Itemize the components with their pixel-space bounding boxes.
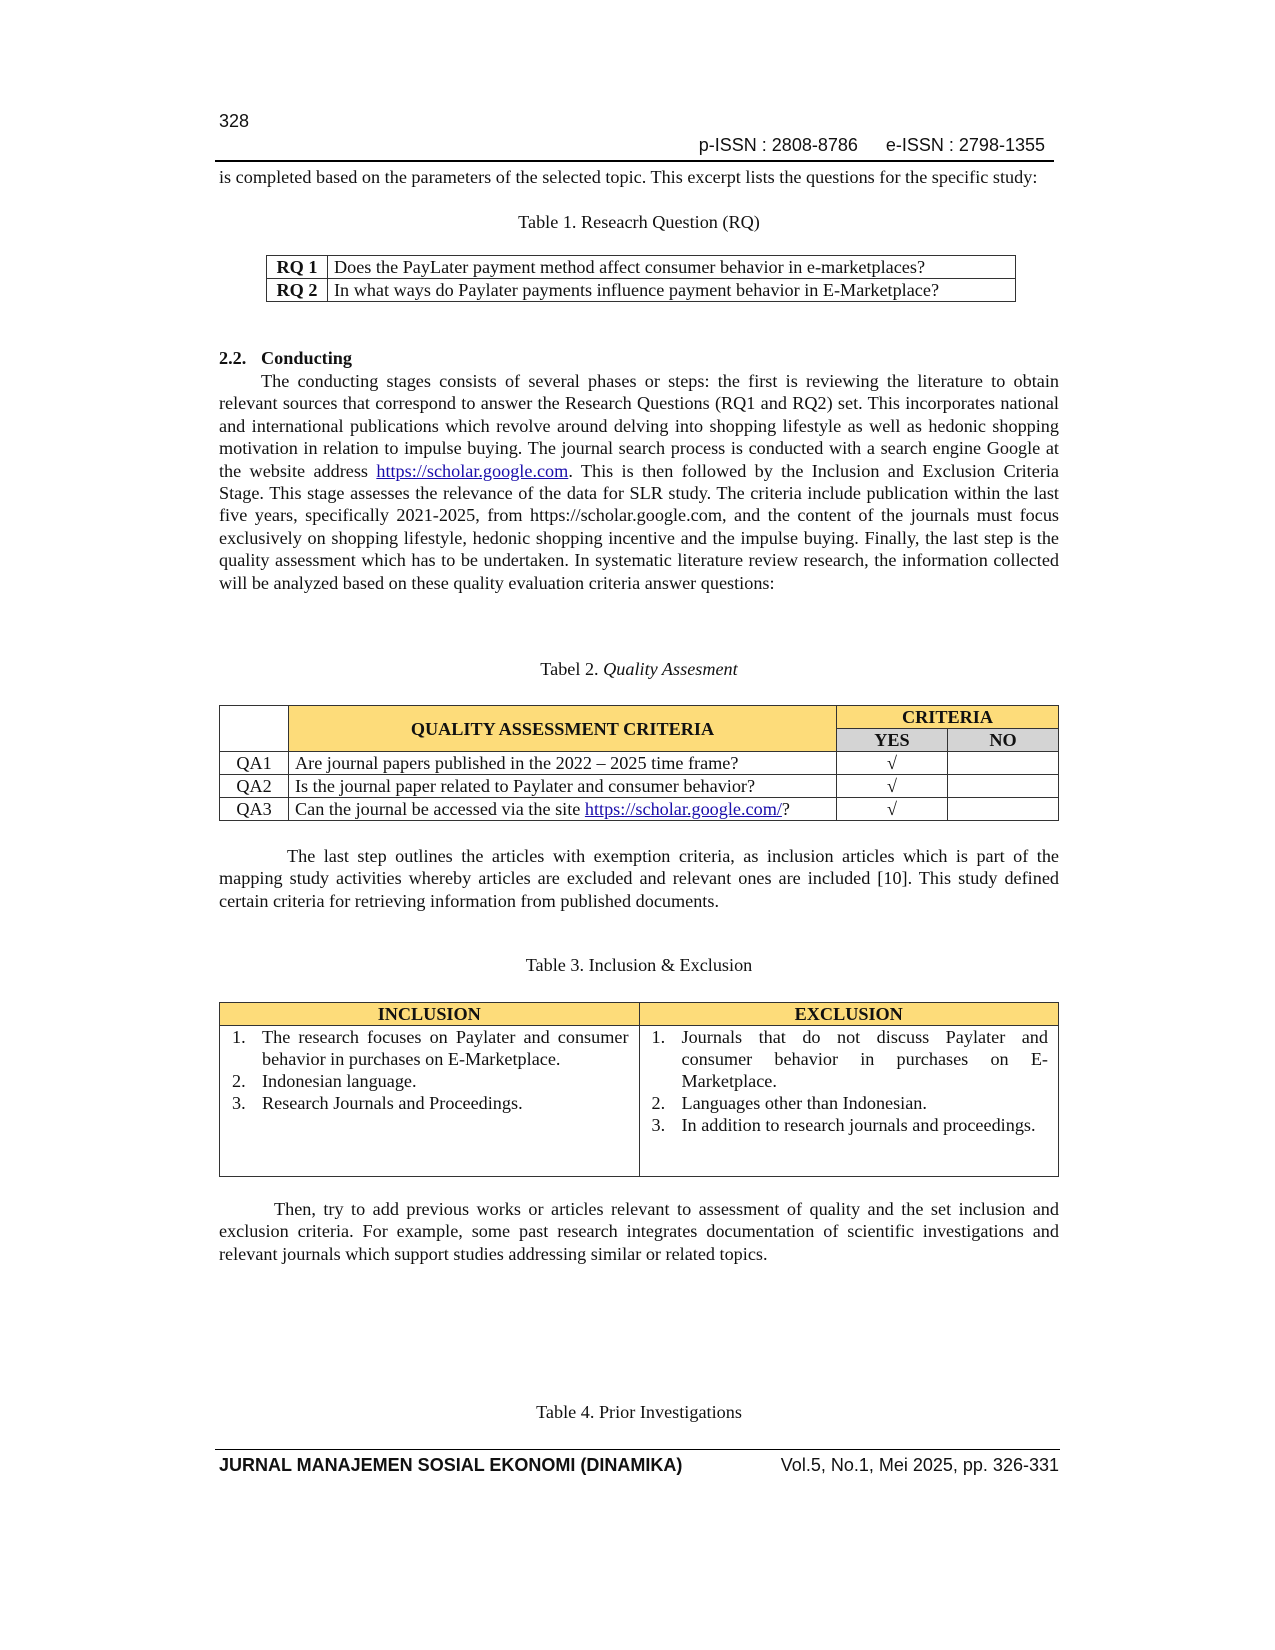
inclusion-item	[226, 1070, 629, 1092]
inclusion-text: Research Journals and Proceedings.	[262, 1093, 523, 1113]
footer-volume: Vol.5, No.1, Mei 2025, pp. 326-331	[780, 1455, 1059, 1475]
section-number: 2.2.	[219, 348, 247, 368]
rq-row	[267, 256, 1016, 279]
table1-caption: Table 1. Reseacrh Question (RQ)	[518, 212, 760, 232]
prior-works-paragraph: Then, try to add previous works or articles relevant to assessment of quality and the set inclusion and exclusion criteria. For example, some past research integrates documentation of scientific investigations and relevant journals which support studies addressing similar or related topics.	[219, 1199, 1059, 1264]
qa-id: QA2	[220, 775, 289, 798]
footer-journal-name: JURNAL MANAJEMEN SOSIAL EKONOMI (DINAMIKA)	[219, 1455, 683, 1475]
p-issn: p-ISSN : 2808-8786	[698, 135, 858, 155]
exclusion-text: Languages other than Indonesian.	[681, 1093, 927, 1113]
research-question-table	[266, 255, 1016, 302]
inclusion-list	[226, 1026, 629, 1114]
inclusion-number: 2.	[232, 1071, 246, 1091]
qa-criterion-link[interactable]: https://scholar.google.com/	[584, 799, 782, 819]
conducting-paragraph	[219, 370, 1059, 594]
qa-row	[220, 752, 1059, 775]
rq-id: RQ 1	[267, 256, 328, 279]
inclusion-number: 3.	[232, 1093, 246, 1113]
qa-blank-header	[220, 706, 289, 752]
qa-group-header: CRITERIA	[837, 706, 1059, 729]
qa-criterion-text: Is the journal paper related to Paylater and consumer behavior?	[295, 776, 756, 796]
exclusion-header: EXCLUSION	[639, 1003, 1059, 1026]
qa-criteria-header: QUALITY ASSESSMENT CRITERIA	[289, 706, 837, 752]
exclusion-item	[646, 1114, 1049, 1136]
footer-rule	[215, 1449, 1060, 1450]
qa-no-header: NO	[948, 729, 1059, 752]
qa-criterion	[289, 752, 837, 775]
qa-criterion-suffix: ?	[781, 799, 790, 819]
inclusion-item	[226, 1026, 629, 1070]
rq-id: RQ 2	[267, 279, 328, 302]
quality-assessment-table	[219, 705, 1059, 821]
inclusion-item	[226, 1092, 629, 1114]
inclusion-number: 1.	[232, 1027, 246, 1047]
page-number: 328	[219, 111, 250, 131]
conducting-text-1: The conducting stages consists of several phases or steps: the first is reviewing the literature to obtain relevant sources that correspond to answer the Research Questions (RQ1 and RQ2) set. This incorporates national and international publications which revolve around delving into shopping lifestyle as well as hedonic shopping motivation in relation to impulse buying. The journal search process is conducted with a search engine Google at the website address	[219, 371, 1059, 481]
inclusion-text: The research focuses on Paylater and consumer behavior in purchases on E-Marketplace.	[262, 1027, 629, 1069]
exclusion-text: In addition to research journals and proceedings.	[681, 1115, 1036, 1135]
e-issn: e-ISSN : 2798-1355	[885, 135, 1045, 155]
rq-question: In what ways do Paylater payments influence payment behavior in E-Marketplace?	[328, 279, 1016, 302]
rq-row	[267, 279, 1016, 302]
exclusion-cell	[639, 1026, 1059, 1177]
qa-yes-header: YES	[837, 729, 948, 752]
inclusion-exclusion-table	[219, 1002, 1059, 1177]
exclusion-number: 3.	[651, 1115, 666, 1135]
qa-id: QA1	[220, 752, 289, 775]
table3-caption: Table 3. Inclusion & Exclusion	[525, 955, 753, 975]
header-rule	[215, 160, 1054, 162]
table2-caption-prefix: Tabel 2.	[540, 659, 604, 679]
section-heading	[219, 348, 352, 369]
qa-criterion	[289, 775, 837, 798]
qa-criterion	[289, 798, 837, 821]
issn-header	[699, 135, 1045, 156]
conducting-text-2: . This is then followed by the Inclusion and Exclusion Criteria Stage. This stage assesses the relevance of the data for SLR study. The criteria include publication within the last five years, specifically 2021-2025, from https://scholar.google.com, and the content of the journals must focus exclusively on shopping lifestyle, hedonic shopping incentive and the impulse buying. Finally, the last step is the quality assessment which has to be undertaken. In systematic literature review research, the information collected will be analyzed based on these quality evaluation criteria answer questions:	[219, 460, 1059, 593]
qa-criterion-text: Can the journal be accessed via the site	[295, 799, 585, 819]
rq-question: Does the PayLater payment method affect consumer behavior in e-marketplaces?	[328, 256, 1016, 279]
exclusion-item	[646, 1026, 1049, 1092]
table2-caption-title: Quality Assesment	[603, 659, 738, 679]
qa-yes-mark: √	[837, 798, 948, 821]
inclusion-text: Indonesian language.	[262, 1071, 417, 1091]
qa-no-mark	[948, 775, 1059, 798]
exclusion-list	[646, 1026, 1049, 1136]
qa-yes-mark: √	[837, 752, 948, 775]
scholar-link[interactable]: https://scholar.google.com	[376, 460, 569, 481]
section-title: Conducting	[261, 348, 352, 368]
intro-paragraph: is completed based on the parameters of the selected topic. This excerpt lists the questions for the specific study:	[219, 167, 1038, 187]
exclusion-item	[646, 1092, 1049, 1114]
exclusion-number: 1.	[651, 1027, 666, 1047]
table2-caption	[219, 659, 1059, 680]
qa-row	[220, 798, 1059, 821]
qa-no-mark	[948, 798, 1059, 821]
qa-criterion-text: Are journal papers published in the 2022 – 2025 time frame?	[295, 753, 739, 773]
inclusion-header: INCLUSION	[220, 1003, 640, 1026]
qa-row	[220, 775, 1059, 798]
exclusion-number: 2.	[651, 1093, 666, 1113]
exclusion-text: Journals that do not discuss Paylater and consumer behavior in purchases on E-Marketplace.	[681, 1027, 1048, 1091]
qa-id: QA3	[220, 798, 289, 821]
qa-yes-mark: √	[837, 775, 948, 798]
qa-no-mark	[948, 752, 1059, 775]
table4-caption: Table 4. Prior Investigations	[536, 1402, 742, 1422]
exemption-paragraph: The last step outlines the articles with exemption criteria, as inclusion articles which is part of the mapping study activities whereby articles are excluded and relevant ones are included [10]. This study defined certain criteria for retrieving information from published documents.	[219, 846, 1059, 911]
inclusion-cell	[220, 1026, 640, 1177]
